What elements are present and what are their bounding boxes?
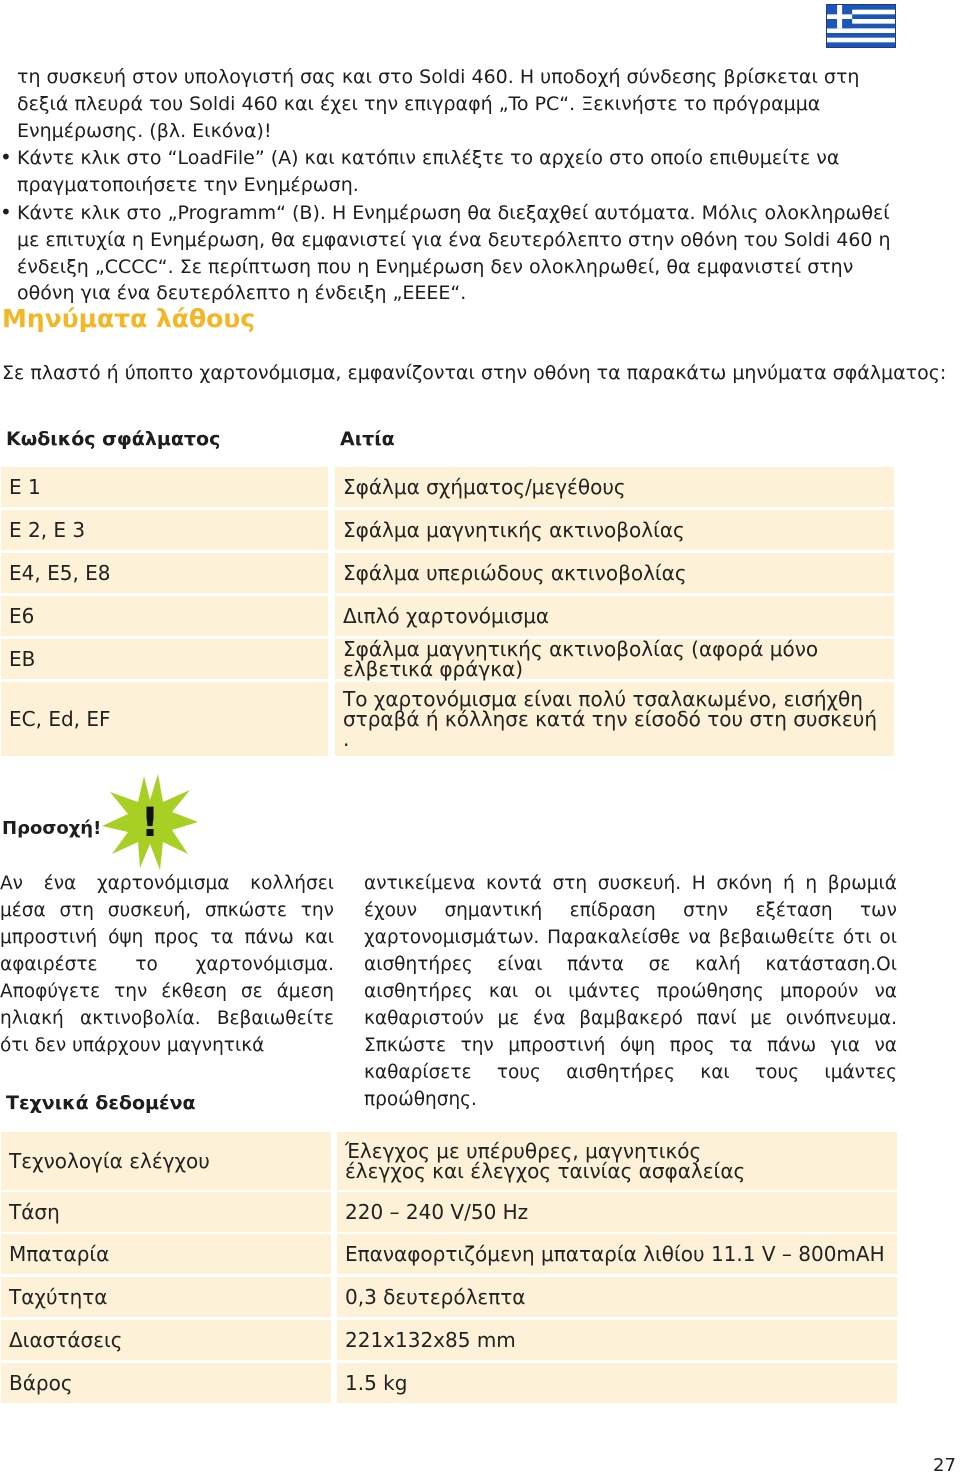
- error-code-cell: EC, Ed, EF: [1, 682, 328, 756]
- intro-text: [0, 64, 910, 307]
- error-cause-cell: Διπλό χαρτονόμισμα: [335, 596, 894, 636]
- greek-flag-icon: [826, 4, 896, 48]
- page-number: 27: [933, 1455, 956, 1476]
- attention-label: Προσοχή!: [2, 818, 102, 839]
- error-code-cell: E6: [1, 596, 328, 636]
- tech-label-cell: Βάρος: [1, 1363, 331, 1403]
- error-cause-cell: Το χαρτονόμισμα είναι πολύ τσαλακωμένο, εισήχθη στραβά ή κόλλησε κατά την είσοδό του στη συσκευή .: [335, 682, 894, 756]
- error-cause-cell: Σφάλμα υπεριώδους ακτινοβολίας: [335, 553, 894, 593]
- attention-text-right: αντικείμενα κοντά στη συσκευή. Η σκόνη ή η βρωμιά έχουν σημαντική επίδραση στην εξέταση των χαρτονομισμάτων. Παρακαλείσθε να βεβαιωθείτε ότι οι αισθητήρες είναι πάντα σε καλή κατάσταση.Οι αισθητήρες και οι ιμάντες προώθησης μπορούν να καθαριστούν με ένα βαμβακερό πανί με οινόπνευμα. Σπκώστε την μπροστινή όψη προς τα πάνω για να καθαρίσετε τους αισθητήρες και τους ιμάντες προώθησης.: [364, 873, 897, 1110]
- error-code-cell: EB: [1, 639, 328, 679]
- tech-value-cell: Έλεγχος με υπέρυθρες, μαγνητικός έλεγχος και έλεγχος ταινίας ασφαλείας: [337, 1132, 897, 1190]
- tech-title: Τεχνικά δεδομένα: [6, 1092, 196, 1114]
- tech-value-cell: 221x132x85 mm: [337, 1320, 897, 1360]
- tech-value-cell: 1.5 kg: [337, 1363, 897, 1403]
- error-code-cell: E 2, E 3: [1, 510, 328, 550]
- intro-bullet-loadfile: • Κάντε κλικ στο “LoadFile” (A) και κατόπιν επιλέξτε το αρχείο στο οποίο επιθυμείτε να πραγματοποιήσετε την Ενημέρωση.: [0, 144, 910, 199]
- errors-header-code: Κωδικός σφάλματος: [6, 428, 221, 450]
- tech-label-cell: Διαστάσεις: [1, 1320, 331, 1360]
- error-code-cell: E 1: [1, 467, 328, 507]
- errors-lead: Σε πλαστό ή ύποπτο χαρτονόμισμα, εμφανίζονται στην οθόνη τα παρακάτω μηνύματα σφάλματος:: [2, 362, 947, 384]
- error-cause-cell: Σφάλμα σχήματος/μεγέθους: [335, 467, 894, 507]
- error-cause-cell: Σφάλμα μαγνητικής ακτινοβολίας: [335, 510, 894, 550]
- intro-paragraph: τη συσκευή στον υπολογιστή σας και στο Soldi 460. Η υποδοχή σύνδεσης βρίσκεται στη δεξιά πλευρά του Soldi 460 και έχει την επιγραφή „To PC“. Ξεκινήστε το πρόγραμμα Ενημέρωσης. (βλ. Εικόνα)!: [17, 66, 860, 142]
- errors-title: Μηνύματα λάθους: [2, 304, 256, 333]
- error-cause-cell: Σφάλμα μαγνητικής ακτινοβολίας (αφορά μόνο ελβετικά φράγκα): [335, 639, 894, 679]
- error-code-cell: E4, E5, E8: [1, 553, 328, 593]
- errors-header-cause: Αιτία: [340, 428, 395, 450]
- tech-label-cell: Μπαταρία: [1, 1234, 331, 1274]
- warning-exclamation: !: [140, 800, 160, 846]
- tech-value-cell: 0,3 δευτερόλεπτα: [337, 1277, 897, 1317]
- tech-value-cell: Επαναφορτιζόμενη μπαταρία λιθίου 11.1 V – 800mAH: [337, 1234, 897, 1274]
- tech-label-cell: Ταχύτητα: [1, 1277, 331, 1317]
- intro-bullet-programm: • Κάντε κλικ στο „Programm“ (B). Η Ενημέρωση θα διεξαχθεί αυτόματα. Μόλις ολοκληρωθεί με επιτυχία η Ενημέρωση, θα εμφανιστεί για ένα δευτερόλεπτο στην οθόνη του Soldi 460 η ένδειξη „CCCC“. Σε περίπτωση που η Ενημέρωση δεν ολοκληρωθεί, θα εμφανιστεί στην οθόνη για ένα δευτερόλεπτο η ένδειξη „EEEE“.: [0, 199, 910, 307]
- tech-label-cell: Τεχνολογία ελέγχου: [1, 1132, 331, 1190]
- warning-star-icon: [100, 772, 200, 872]
- attention-text-left: Αν ένα χαρτονόμισμα κολλήσει μέσα στη συσκευή, σπκώστε την μπροστινή όψη προς τα πάνω και αφαιρέστε το χαρτονόμισμα. Αποφύγετε την έκθεση σε άμεση ηλιακή ακτινοβολία. Βεβαιωθείτε ότι δεν υπάρχουν μαγνητικά: [0, 873, 334, 1056]
- tech-value-cell: 220 – 240 V/50 Hz: [337, 1192, 897, 1232]
- tech-label-cell: Τάση: [1, 1192, 331, 1232]
